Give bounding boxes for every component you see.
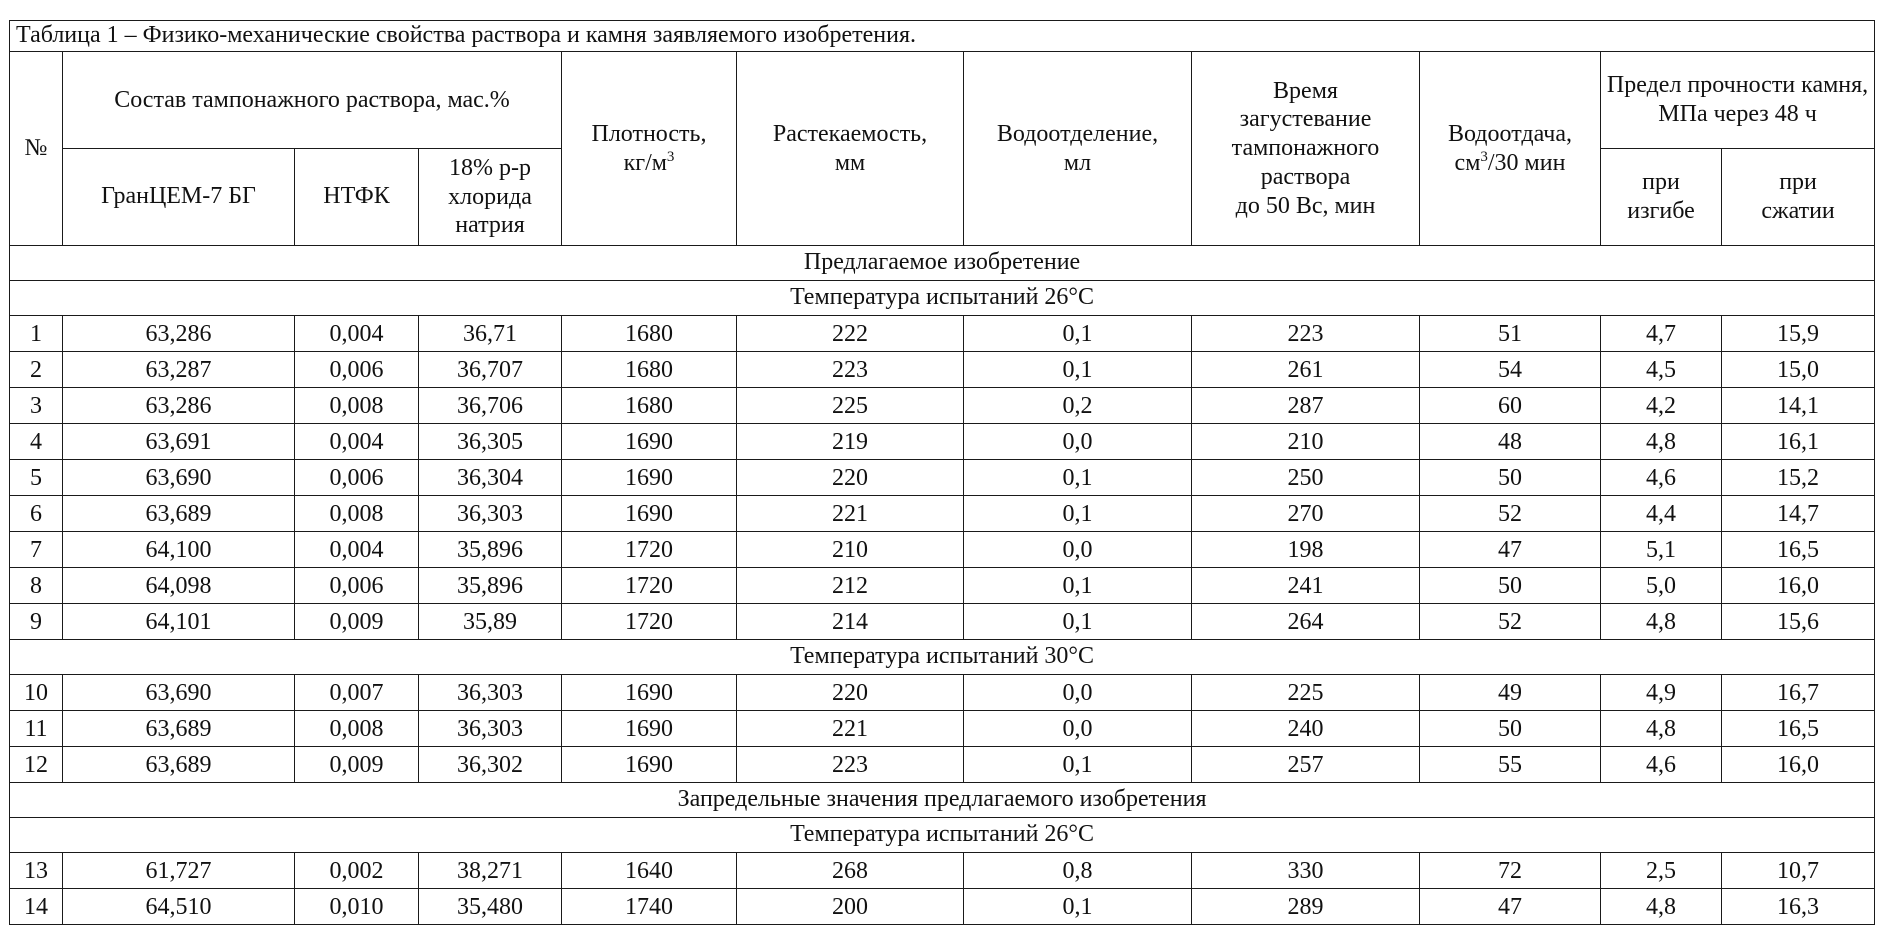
table-cell: 268 [737,853,964,889]
section-title: Запредельные значения предлагаемого изобретения [10,783,1875,818]
table-cell: 200 [737,889,964,925]
table-cell: 221 [737,711,964,747]
table-cell: 16,7 [1722,675,1875,711]
table-cell: 261 [1192,352,1420,388]
header-composition: Состав тампонажного раствора, мас.% [63,52,562,149]
table-cell: 49 [1420,675,1601,711]
header-granzem: ГранЦЕМ-7 БГ [63,149,295,246]
header-nacl-l3: натрия [455,212,525,239]
table-cell: 223 [737,352,964,388]
table-cell: 64,510 [63,889,295,925]
table-cell: 8 [10,568,63,604]
table-cell: 1720 [562,532,737,568]
header-fluid-loss [1420,52,1601,246]
section-title: Температура испытаний 30°С [10,640,1875,675]
header-nacl-l1: 18% р-р [449,154,531,181]
table-cell: 0,8 [964,853,1192,889]
table-cell: 1690 [562,496,737,532]
table-cell: 0,004 [295,316,419,352]
table-cell: 220 [737,675,964,711]
table-cell: 63,689 [63,711,295,747]
table-cell: 5,0 [1601,568,1722,604]
table-row [10,532,1875,568]
table-cell: 14,7 [1722,496,1875,532]
table-cell: 250 [1192,460,1420,496]
table-cell: 1690 [562,675,737,711]
header-spread-l1: Растекаемость, [772,120,928,147]
table-cell: 289 [1192,889,1420,925]
header-fluid-loss-sup: 3 [1480,148,1488,165]
table-row [10,460,1875,496]
section-row [10,246,1875,281]
header-row-top [10,52,1875,149]
table-cell: 214 [737,604,964,640]
table-cell: 16,5 [1722,711,1875,747]
table-cell: 63,287 [63,352,295,388]
table-cell: 16,1 [1722,424,1875,460]
table-cell: 1640 [562,853,737,889]
table-cell: 0,0 [964,711,1192,747]
section-row [10,281,1875,316]
table-cell: 16,0 [1722,747,1875,783]
table-cell: 54 [1420,352,1601,388]
table-cell: 210 [737,532,964,568]
header-thick-l5: до 50 Вс, мин [1235,192,1376,219]
table-cell: 36,303 [419,496,562,532]
table-cell: 0,1 [964,747,1192,783]
header-fluid-loss-l1: Водоотдача, [1447,120,1572,147]
table-cell: 1680 [562,388,737,424]
table-cell: 10 [10,675,63,711]
table-cell: 0,2 [964,388,1192,424]
table-cell: 287 [1192,388,1420,424]
table-cell: 63,690 [63,675,295,711]
table-cell: 257 [1192,747,1420,783]
table-cell: 55 [1420,747,1601,783]
table-row [10,496,1875,532]
table-cell: 36,305 [419,424,562,460]
table-cell: 0,004 [295,532,419,568]
table-cell: 4,8 [1601,424,1722,460]
table-cell: 36,71 [419,316,562,352]
table-cell: 72 [1420,853,1601,889]
table-row [10,747,1875,783]
table-cell: 64,101 [63,604,295,640]
table-cell: 0,008 [295,711,419,747]
table-cell: 63,286 [63,388,295,424]
header-bend-l1: при [1642,169,1680,196]
table-cell: 0,007 [295,675,419,711]
table-cell: 0,006 [295,568,419,604]
section-title: Температура испытаний 26°С [10,818,1875,853]
table-cell: 1680 [562,352,737,388]
table-cell: 7 [10,532,63,568]
table-cell: 10,7 [1722,853,1875,889]
table-cell: 0,1 [964,568,1192,604]
table-cell: 210 [1192,424,1420,460]
table-cell: 0,009 [295,747,419,783]
header-compress [1722,149,1875,246]
header-fluid-loss-rest: /30 мин [1487,149,1566,176]
table-cell: 0,008 [295,496,419,532]
table-cell: 4,5 [1601,352,1722,388]
table-cell: 1740 [562,889,737,925]
section-row [10,783,1875,818]
table-row [10,853,1875,889]
table-row [10,568,1875,604]
header-water-sep-l1: Водоотделение, [996,120,1159,147]
table-cell: 47 [1420,532,1601,568]
header-density [562,52,737,246]
section-title: Предлагаемое изобретение [10,246,1875,281]
header-spread [737,52,964,246]
table-cell: 0,008 [295,388,419,424]
table-cell: 270 [1192,496,1420,532]
table-cell: 14,1 [1722,388,1875,424]
table-cell: 36,706 [419,388,562,424]
table-cell: 0,1 [964,889,1192,925]
table-cell: 51 [1420,316,1601,352]
table-cell: 50 [1420,711,1601,747]
header-bend [1601,149,1722,246]
table-cell: 4 [10,424,63,460]
table-cell: 0,002 [295,853,419,889]
table-cell: 223 [737,747,964,783]
table-cell: 47 [1420,889,1601,925]
table-cell: 15,6 [1722,604,1875,640]
table-cell: 1 [10,316,63,352]
table-cell: 225 [1192,675,1420,711]
table-cell: 6 [10,496,63,532]
table-cell: 15,2 [1722,460,1875,496]
table-cell: 5,1 [1601,532,1722,568]
properties-table [9,20,1875,925]
header-thick-l4: раствора [1260,163,1351,190]
table-cell: 50 [1420,460,1601,496]
section-row [10,640,1875,675]
table-cell: 0,1 [964,316,1192,352]
table-cell: 52 [1420,604,1601,640]
table-cell: 14 [10,889,63,925]
table-cell: 63,286 [63,316,295,352]
table-row [10,889,1875,925]
table-cell: 0,1 [964,460,1192,496]
table-cell: 16,5 [1722,532,1875,568]
table-row [10,675,1875,711]
table-cell: 212 [737,568,964,604]
header-spread-l2: мм [834,149,866,176]
table-cell: 0,0 [964,424,1192,460]
table-cell: 241 [1192,568,1420,604]
table-cell: 1720 [562,568,737,604]
header-compress-l1: при [1779,169,1817,196]
table-cell: 35,896 [419,532,562,568]
table-cell: 1690 [562,424,737,460]
table-cell: 0,006 [295,460,419,496]
table-cell: 0,0 [964,532,1192,568]
table-cell: 4,8 [1601,711,1722,747]
table-cell: 240 [1192,711,1420,747]
table-cell: 63,690 [63,460,295,496]
table-cell: 63,689 [63,747,295,783]
table-row [10,316,1875,352]
table-cell: 4,8 [1601,889,1722,925]
table-cell: 1720 [562,604,737,640]
table-cell: 36,303 [419,675,562,711]
table-row [10,352,1875,388]
header-density-sup: 3 [666,148,675,165]
table-cell: 63,691 [63,424,295,460]
table-cell: 9 [10,604,63,640]
header-thick-l3: тампонажного [1231,135,1380,162]
table-cell: 220 [737,460,964,496]
table-cell: 222 [737,316,964,352]
table-cell: 1690 [562,460,737,496]
table-cell: 0,1 [964,496,1192,532]
table-cell: 0,1 [964,352,1192,388]
table-cell: 4,2 [1601,388,1722,424]
table-cell: 0,0 [964,675,1192,711]
section-title: Температура испытаний 26°С [10,281,1875,316]
table-cell: 0,006 [295,352,419,388]
table-cell: 35,480 [419,889,562,925]
table-caption: Таблица 1 – Физико-механические свойства раствора и камня заявляемого изобретения. [10,21,1875,52]
table-cell: 330 [1192,853,1420,889]
table-row [10,604,1875,640]
table-row [10,388,1875,424]
table-cell: 4,8 [1601,604,1722,640]
table-cell: 15,0 [1722,352,1875,388]
table-cell: 35,896 [419,568,562,604]
header-density-unit: кг/м [623,149,667,176]
table-cell: 1690 [562,747,737,783]
table-cell: 1690 [562,711,737,747]
header-nacl [419,149,562,246]
table-cell: 0,009 [295,604,419,640]
table-cell: 223 [1192,316,1420,352]
table-cell: 16,3 [1722,889,1875,925]
table-cell: 1680 [562,316,737,352]
header-fluid-loss-unit: см [1454,149,1481,176]
table-cell: 64,100 [63,532,295,568]
table-cell: 36,304 [419,460,562,496]
section-row [10,818,1875,853]
table-cell: 38,271 [419,853,562,889]
table-cell: 221 [737,496,964,532]
table-cell: 16,0 [1722,568,1875,604]
table-cell: 64,098 [63,568,295,604]
table-cell: 12 [10,747,63,783]
table-cell: 60 [1420,388,1601,424]
table-cell: 11 [10,711,63,747]
table-row [10,711,1875,747]
table-cell: 264 [1192,604,1420,640]
header-water-sep-l2: мл [1063,149,1092,176]
table-cell: 61,727 [63,853,295,889]
table-cell: 198 [1192,532,1420,568]
table-cell: 36,303 [419,711,562,747]
table-cell: 4,6 [1601,460,1722,496]
table-cell: 0,1 [964,604,1192,640]
table-cell: 52 [1420,496,1601,532]
table-cell: 0,010 [295,889,419,925]
header-ntfk: НТФК [295,149,419,246]
table-cell: 15,9 [1722,316,1875,352]
table-cell: 13 [10,853,63,889]
table-cell: 219 [737,424,964,460]
header-num: № [10,52,63,246]
table-cell: 4,9 [1601,675,1722,711]
table-cell: 36,707 [419,352,562,388]
header-water-separation [964,52,1192,246]
table-cell: 4,6 [1601,747,1722,783]
table-cell: 3 [10,388,63,424]
table-cell: 5 [10,460,63,496]
header-strength: Предел прочности камня, МПа через 48 ч [1601,52,1875,149]
header-nacl-l2: хлорида [448,183,532,210]
table-cell: 4,4 [1601,496,1722,532]
table-row [10,424,1875,460]
header-bend-l2: изгибе [1627,198,1695,224]
header-thickening-time [1192,52,1420,246]
table-cell: 50 [1420,568,1601,604]
header-thick-l1: Время [1273,77,1338,104]
table-cell: 225 [737,388,964,424]
header-density-label: Плотность, [591,120,707,147]
table-cell: 4,7 [1601,316,1722,352]
header-thick-l2: загустевание [1239,106,1372,133]
header-compress-l2: сжатии [1761,198,1835,224]
table-cell: 63,689 [63,496,295,532]
table-cell: 2 [10,352,63,388]
caption-row [10,21,1875,52]
table-cell: 36,302 [419,747,562,783]
table-cell: 2,5 [1601,853,1722,889]
table-cell: 35,89 [419,604,562,640]
table-cell: 48 [1420,424,1601,460]
table-cell: 0,004 [295,424,419,460]
